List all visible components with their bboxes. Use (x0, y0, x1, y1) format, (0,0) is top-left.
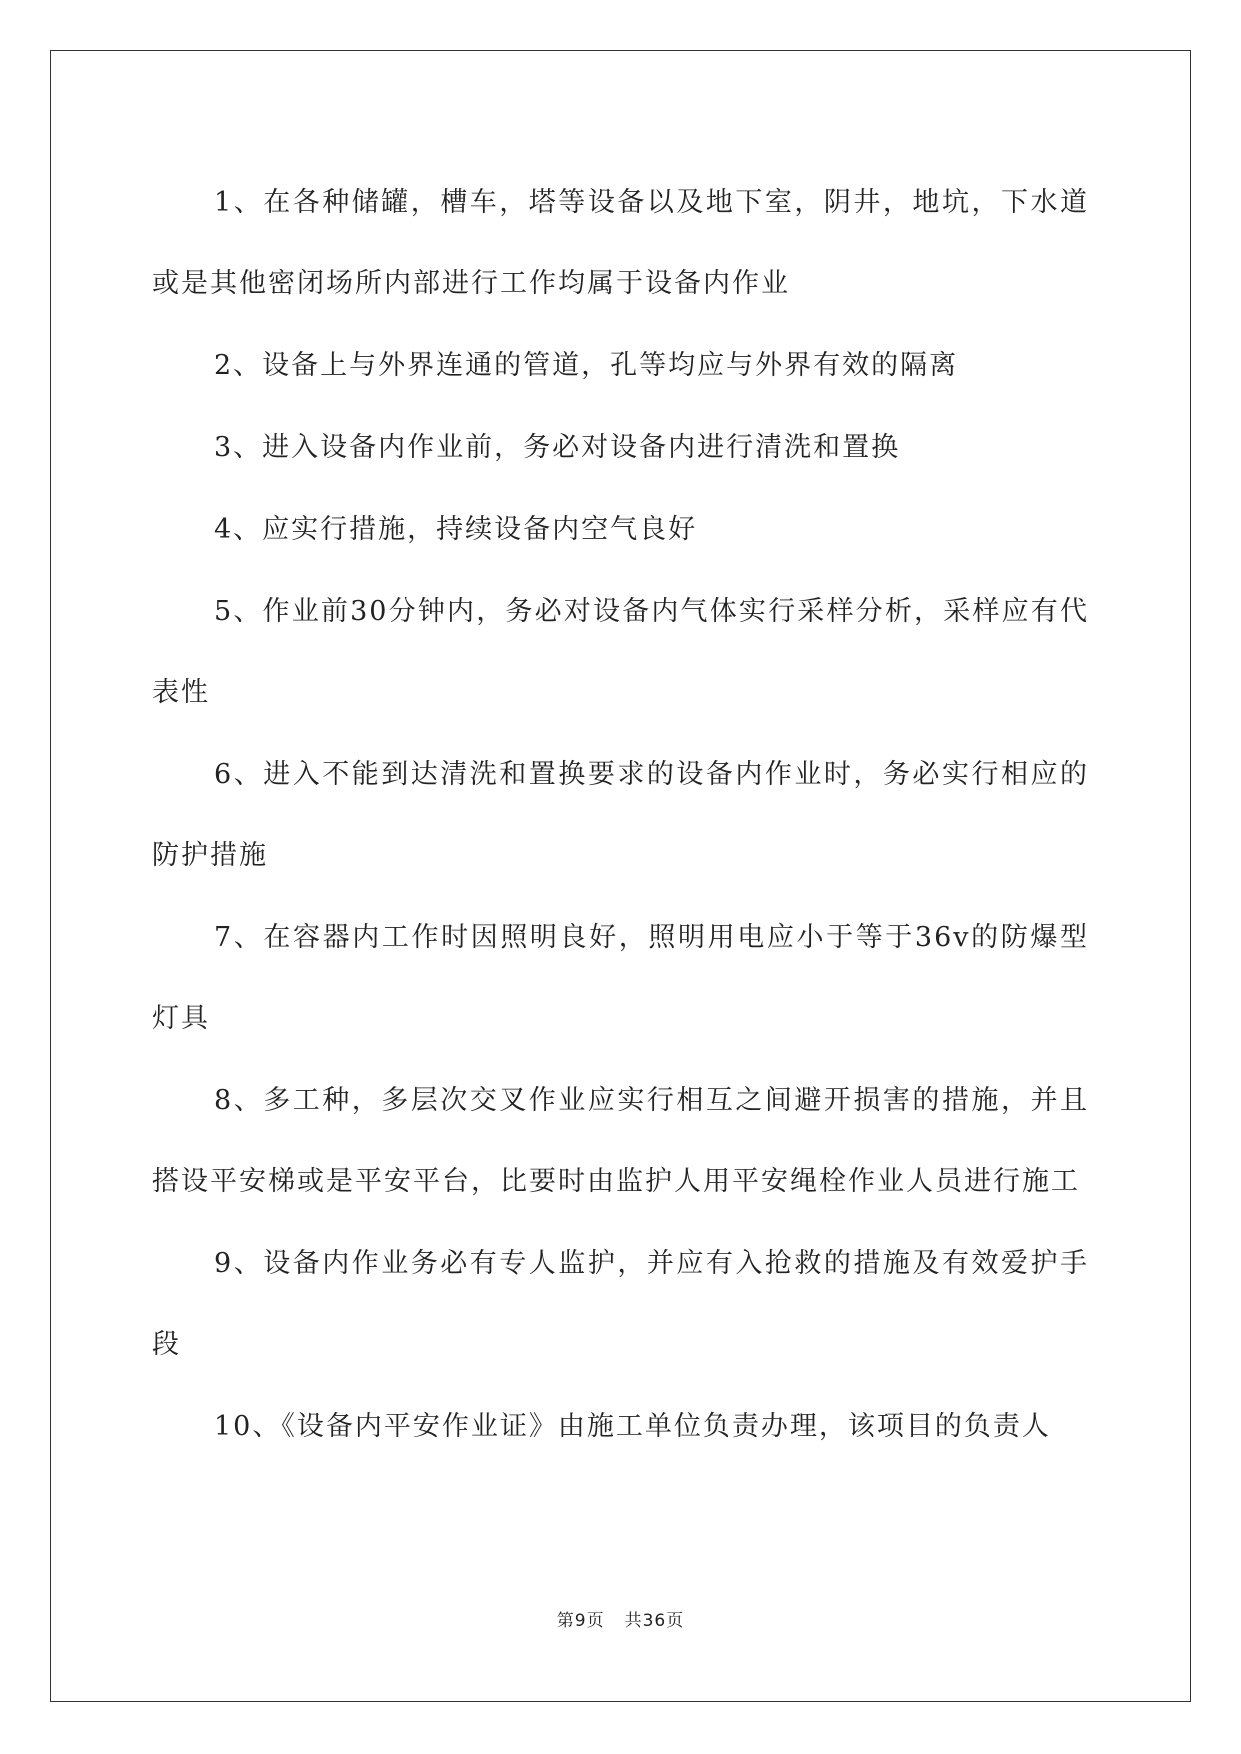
paragraph-10: 10、《设备内平安作业证》由施工单位负责办理，该项目的负责人 (214, 1411, 1051, 1442)
paragraph-5: 5、作业前30分钟内，务必对设备内气体实行采样分析，采样应有代表性 (152, 596, 1089, 708)
paragraph-2: 2、设备上与外界连通的管道，孔等均应与外界有效的隔离 (214, 350, 959, 381)
document-body (152, 162, 1089, 1468)
page-footer (0, 1606, 1241, 1631)
paragraph-3: 3、进入设备内作业前，务必对设备内进行清洗和置换 (214, 432, 901, 463)
paragraph-9: 9、设备内作业务必有专人监护，并应有入抢救的措施及有效爱护手段 (152, 1248, 1089, 1360)
paragraph-8: 8、多工种，多层次交叉作业应实行相互之间避开损害的措施，并且搭设平安梯或是平安平台，比要时由监护人用平安绳栓作业人员进行施工 (152, 1085, 1089, 1197)
page-number: 第9页 (556, 1611, 605, 1631)
paragraph-7: 7、在容器内工作时因照明良好，照明用电应小于等于36v的防爆型灯具 (152, 922, 1089, 1034)
paragraph-6: 6、进入不能到达清洗和置换要求的设备内作业时，务必实行相应的防护措施 (152, 759, 1089, 871)
page-total: 共36页 (624, 1611, 685, 1631)
paragraph-4: 4、应实行措施，持续设备内空气良好 (214, 514, 698, 545)
paragraph-1: 1、在各种储罐，槽车，塔等设备以及地下室，阴井，地坑，下水道或是其他密闭场所内部进行工作均属于设备内作业 (152, 187, 1089, 299)
